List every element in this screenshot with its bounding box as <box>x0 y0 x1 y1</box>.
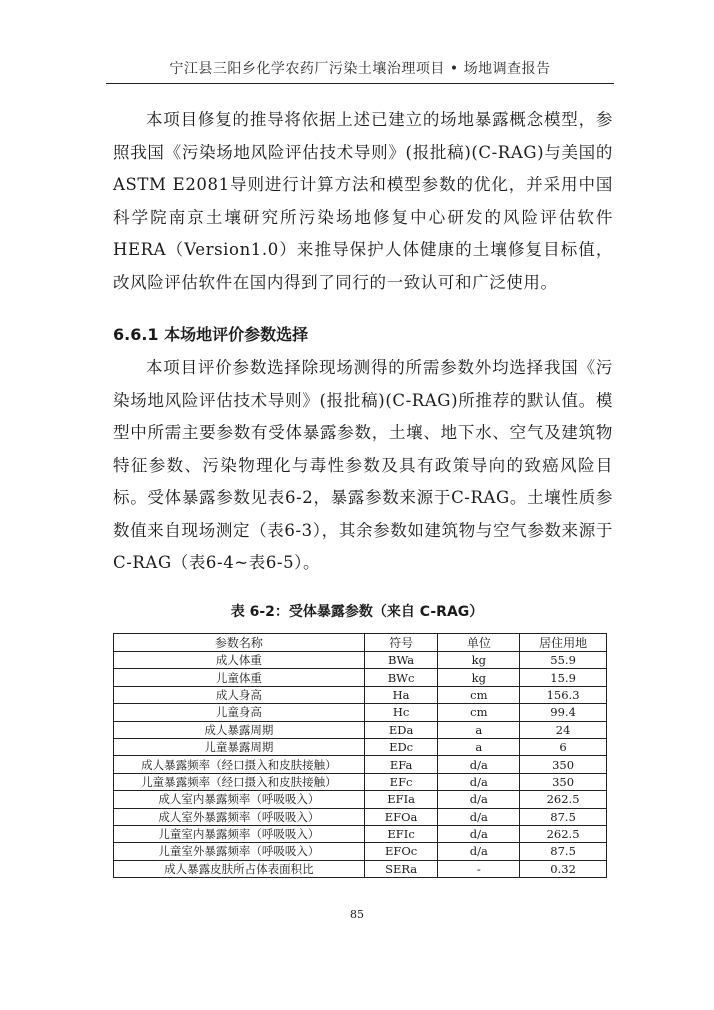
cell-symbol: EFOc <box>364 843 438 860</box>
cell-symbol: EDc <box>364 738 438 755</box>
cell-parameter-name: 成人室内暴露频率（呼吸吸入） <box>114 791 365 808</box>
cell-residential-value: 87.5 <box>520 843 607 860</box>
cell-unit: d/a <box>438 825 520 842</box>
cell-parameter-name: 成人暴露皮肤所占体表面积比 <box>114 860 365 877</box>
cell-parameter-name: 成人暴露周期 <box>114 721 365 738</box>
cell-parameter-name: 成人暴露频率（经口摄入和皮肤接触） <box>114 756 365 773</box>
cell-symbol: EFa <box>364 756 438 773</box>
page-header: 宁江县三阳乡化学农药厂污染土壤治理项目 • 场地调查报告 <box>106 58 614 84</box>
table-row <box>114 652 607 669</box>
cell-unit: d/a <box>438 843 520 860</box>
table-row <box>114 808 607 825</box>
cell-residential-value: 262.5 <box>520 825 607 842</box>
cell-residential-value: 262.5 <box>520 791 607 808</box>
table-row <box>114 669 607 686</box>
cell-residential-value: 15.9 <box>520 669 607 686</box>
cell-unit: a <box>438 721 520 738</box>
column-header-name: 参数名称 <box>114 634 365 652</box>
column-header-residential: 居住用地 <box>520 634 607 652</box>
cell-symbol: EFOa <box>364 808 438 825</box>
cell-unit: d/a <box>438 791 520 808</box>
cell-parameter-name: 儿童暴露周期 <box>114 738 365 755</box>
cell-symbol: SERa <box>364 860 438 877</box>
table-row <box>114 721 607 738</box>
cell-parameter-name: 成人室外暴露频率（呼吸吸入） <box>114 808 365 825</box>
cell-unit: - <box>438 860 520 877</box>
column-header-unit: 单位 <box>438 634 520 652</box>
cell-symbol: EDa <box>364 721 438 738</box>
cell-parameter-name: 儿童室内暴露频率（呼吸吸入） <box>114 825 365 842</box>
page-number: 85 <box>350 908 364 921</box>
cell-residential-value: 24 <box>520 721 607 738</box>
table-row <box>114 738 607 755</box>
table-header-row <box>114 634 607 652</box>
section-title: 6.6.1 本场地评价参数选择 <box>113 325 309 344</box>
table-body <box>114 652 607 878</box>
cell-symbol: EFIc <box>364 825 438 842</box>
cell-unit: kg <box>438 652 520 669</box>
cell-unit: d/a <box>438 756 520 773</box>
table-row <box>114 791 607 808</box>
table-row <box>114 756 607 773</box>
table-row <box>114 773 607 790</box>
paragraph-parameters: 本项目评价参数选择除现场测得的所需参数外均选择我国《污染场地风险评估技术导则》(报批稿)(C-RAG)所推荐的默认值。模型中所需主要参数有受体暴露参数，土壤、地下水、空气及建筑物特征参数、污染物理化与毒性参数及具有政策导向的致癌风险目标。受体暴露参数见表6-2，暴露参数来源于C-RAG。土壤性质参数值来自现场测定（表6-3），其余参数如建筑物与空气参数来源于C-RAG（表6-4~表6-5）。 <box>113 358 613 572</box>
table-row <box>114 860 607 877</box>
cell-residential-value: 350 <box>520 756 607 773</box>
exposure-parameter-table <box>113 633 607 878</box>
table-caption: 表 6-2：受体暴露参数（来自 C-RAG） <box>230 604 484 620</box>
cell-parameter-name: 儿童暴露频率（经口摄入和皮肤接触） <box>114 773 365 790</box>
cell-unit: d/a <box>438 808 520 825</box>
cell-symbol: EFIa <box>364 791 438 808</box>
cell-residential-value: 55.9 <box>520 652 607 669</box>
cell-residential-value: 99.4 <box>520 704 607 721</box>
cell-parameter-name: 儿童身高 <box>114 704 365 721</box>
table-row <box>114 686 607 703</box>
cell-unit: cm <box>438 686 520 703</box>
cell-parameter-name: 儿童室外暴露频率（呼吸吸入） <box>114 843 365 860</box>
cell-unit: kg <box>438 669 520 686</box>
cell-symbol: BWa <box>364 652 438 669</box>
cell-unit: d/a <box>438 773 520 790</box>
cell-unit: a <box>438 738 520 755</box>
cell-parameter-name: 儿童体重 <box>114 669 365 686</box>
cell-symbol: BWc <box>364 669 438 686</box>
table-row <box>114 843 607 860</box>
table-row <box>114 825 607 842</box>
cell-symbol: EFc <box>364 773 438 790</box>
cell-symbol: Ha <box>364 686 438 703</box>
cell-residential-value: 350 <box>520 773 607 790</box>
cell-parameter-name: 成人身高 <box>114 686 365 703</box>
cell-unit: cm <box>438 704 520 721</box>
paragraph-intro: 本项目修复的推导将依据上述已建立的场地暴露概念模型，参照我国《污染场地风险评估技术导则》(报批稿)(C-RAG)与美国的ASTM E2081导则进行计算方法和模型参数的优化，并采用中国科学院南京土壤研究所污染场地修复中心研发的风险评估软件HERA（Version1.0）来推导保护人体健康的土壤修复目标值，改风险评估软件在国内得到了同行的一致认可和广泛使用。 <box>113 110 613 292</box>
table-row <box>114 704 607 721</box>
cell-residential-value: 156.3 <box>520 686 607 703</box>
cell-residential-value: 0.32 <box>520 860 607 877</box>
cell-residential-value: 87.5 <box>520 808 607 825</box>
cell-residential-value: 6 <box>520 738 607 755</box>
cell-parameter-name: 成人体重 <box>114 652 365 669</box>
cell-symbol: Hc <box>364 704 438 721</box>
column-header-symbol: 符号 <box>364 634 438 652</box>
